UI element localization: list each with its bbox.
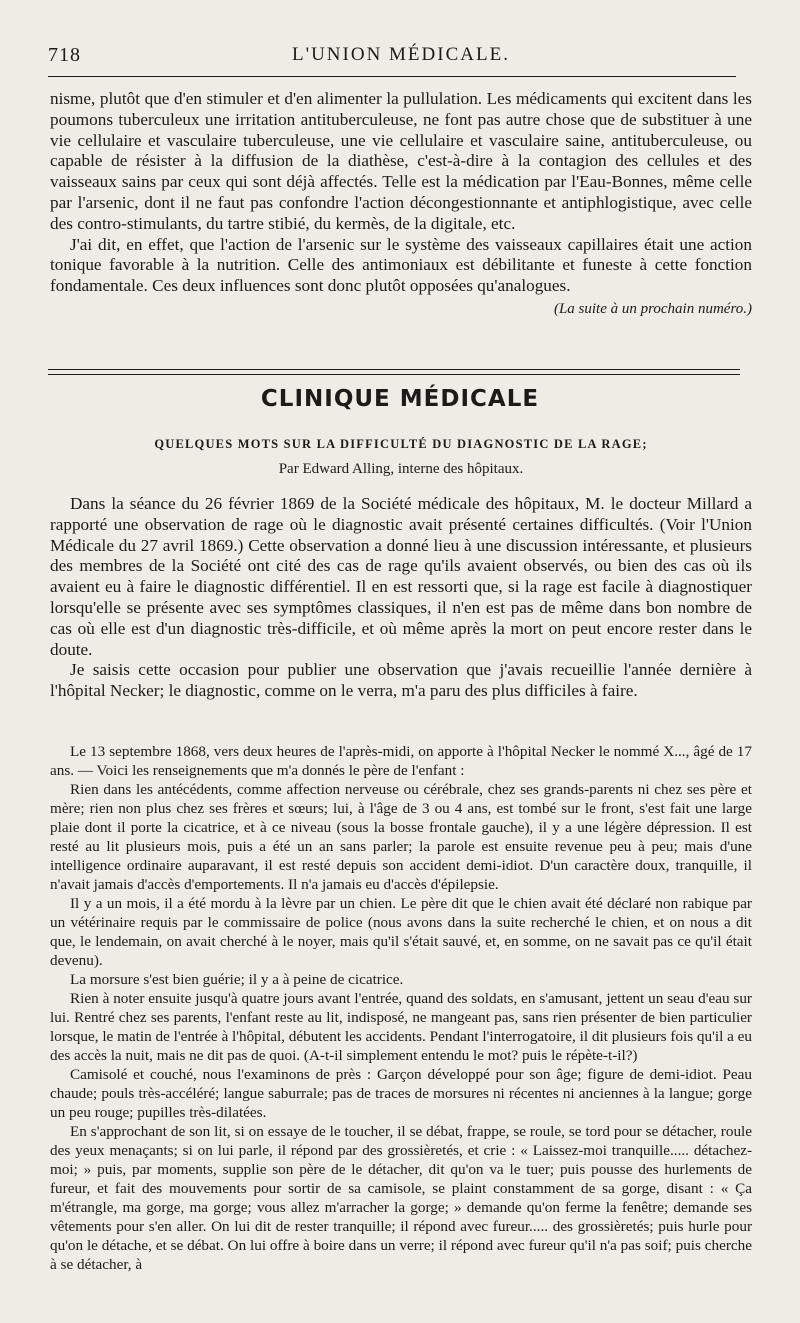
intro-paragraph: nisme, plutôt que d'en stimuler et d'en alimenter la pullulation. Les médicaments qui excitent dans les poumons tuberculeux une irritation antituberculeuse, ne font pas autre chose que de substituer à une vie cellulaire et vasculaire tuberculeuse, une vie cellulaire et vasculaire saine, antituberculeuse, ou capable de résister à la diffusion de la diathèse, c'est-à-dire à la contagion des cellules et des vaisseaux sains par ceux qui sont déjà affectés. Telle est la médication par l'Eau-Bonnes, même celle par l'arsenic, dont il ne faut pas confondre l'action décongestionnante et antiphlogistique, avec celle des contro-stimulants, du tartre stibié, du kermès, de la digitale, etc. — [50, 89, 752, 233]
article-title: QUELQUES MOTS SUR LA DIFFICULTÉ DU DIAGNOSTIC DE LA RAGE; — [154, 437, 648, 451]
section-rule — [48, 369, 740, 375]
observation-paragraph: Rien à noter ensuite jusqu'à quatre jours avant l'entrée, quand des soldats, en s'amusant, jettent un seau d'eau sur lui. Rentré chez ses parents, l'enfant reste au lit, indisposé, ne mangeant pas, sans rien présenter de bien particulier lorsque, le matin de l'entrée à l'hôpital, débutent les accidents. Pendant l'interrogatoire, il dit plusieurs fois qu'il a eu des accès la nuit, mais ne dit pas de quoi. (A-t-il simplement entendu le mot? puis le répète-t-il?) — [50, 990, 752, 1064]
observation-paragraph: La morsure s'est bien guérie; il y a à peine de cicatrice. — [70, 971, 404, 988]
article-paragraph: Je saisis cette occasion pour publier une observation que j'avais recueillie l'année dernière à l'hôpital Necker; le diagnostic, comme on le verra, m'a paru des plus difficiles à faire. — [50, 660, 752, 701]
observation-paragraph: Il y a un mois, il a été mordu à la lèvre par un chien. Le père dit que le chien avait été déclaré non rabique par un vétérinaire requis par le commissaire de police (nous avons dans la suite recherché le chien, et on nous a dit que, le lendemain, on avait cherché à le noyer, mais qu'il s'était sauvé, et, en somme, on ne savait pas ce qu'il était devenu). — [50, 895, 752, 969]
article-byline: Par Edward Alling, interne des hôpitaux. — [278, 461, 524, 477]
page-number: 718 — [48, 44, 81, 66]
intro-text — [50, 89, 752, 320]
page-header — [48, 44, 754, 74]
article-paragraph: Dans la séance du 26 février 1869 de la Société médicale des hôpitaux, M. le docteur Millard a rapporté une observation de rage où le diagnostic avait présenté certaines difficultés. (Voir l'Union Médicale du 27 avril 1869.) Cette observation a donné lieu à une discussion intéressante, et plusieurs des membres de la Société ont cité des cas de rage qu'ils avaient observés, ou bien des cas où ils avaient eu à faire le diagnostic différentiel. Il en est ressorti que, si la rage est facile à diagnostiquer lorsqu'elle se présente avec ses symptômes classiques, il n'en est pas de même dans bon nombre de cas où elle est d'un diagnostic très-difficile, et où même après la mort on peut encore rester dans le doute. — [50, 494, 752, 659]
observation-paragraph: Le 13 septembre 1868, vers deux heures de l'après-midi, on apporte à l'hôpital Necker le nommé X..., âgé de 17 ans. — Voici les renseignements que m'a donnés le père de l'enfant : — [50, 743, 752, 779]
running-title: L'UNION MÉDICALE. — [292, 44, 510, 65]
intro-paragraph: J'ai dit, en effet, que l'action de l'arsenic sur le système des vaisseaux capillaires était une action tonique favorable à la nutrition. Celle des antimoniaux est débilitante et funeste à cette fonction fondamentale. Ces deux influences sont donc plutôt opposées qu'analogues. — [50, 234, 752, 296]
observation-paragraph: Camisolé et couché, nous l'examinons de près : Garçon développé pour son âge; figure de demi-idiot. Peau chaude; pouls très-accéléré; langue saburrale; pas de traces de morsures ni récentes ni anciennes à la langue; gorge un peu rouge; pupilles très-dilatées. — [50, 1066, 752, 1121]
article-intro — [50, 494, 752, 702]
section-title: CLINIQUE MÉDICALE — [260, 386, 540, 412]
header-rule — [48, 76, 736, 77]
observation-paragraph: En s'approchant de son lit, si on essaye de le toucher, il se débat, frappe, se roule, se tord pour se détacher, roule des yeux menaçants; si on lui parle, il répond par des grossièretés, et crie : « Laissez-moi tranquille..... détachez-moi; » puis, par moments, supplie son père de le détacher, dit qu'on va le tuer; puis pousse des hurlements de fureur, et fait des mouvements pour sortir de sa camisole, se plaint constamment de sa gorge, disant : « Ça m'étrangle, ma gorge, ma gorge; vous allez m'arracher la gorge; » demande qu'on ferme la fenêtre; demande ses vêtements pour s'en aller. On lui dit de rester tranquille; il répond avec fureur..... des grossièretés; puis hurle pour qu'on le détache, et se débat. On lui offre à boire dans un verre; il répond avec fureur qu'il n'a pas soif; puis cherche à se détacher, à — [50, 1123, 752, 1273]
continuation-note: (La suite à un prochain numéro.) — [553, 300, 752, 317]
observation-paragraph: Rien dans les antécédents, comme affection nerveuse ou cérébrale, chez ses grands-parents ni chez ses père et mère; rien non plus chez ses frères et sœurs; lui, à l'âge de 3 ou 4 ans, est tombé sur le front, s'est fait une large plaie dont il porte la cicatrice, et à ce niveau (sous la bosse frontale gauche), il y a une légère dépression. Il est resté au lit plusieurs mois, puis a été un an sans parler; la parole est ensuite revenue peu à peu; mais d'une intelligence ordinaire auparavant, il est resté depuis son accident demi-idiot. D'un caractère doux, tranquille, il n'avait jamais d'accès d'emportements. Il n'a jamais eu d'accès d'épilepsie. — [50, 781, 752, 893]
case-observation — [50, 742, 752, 1274]
